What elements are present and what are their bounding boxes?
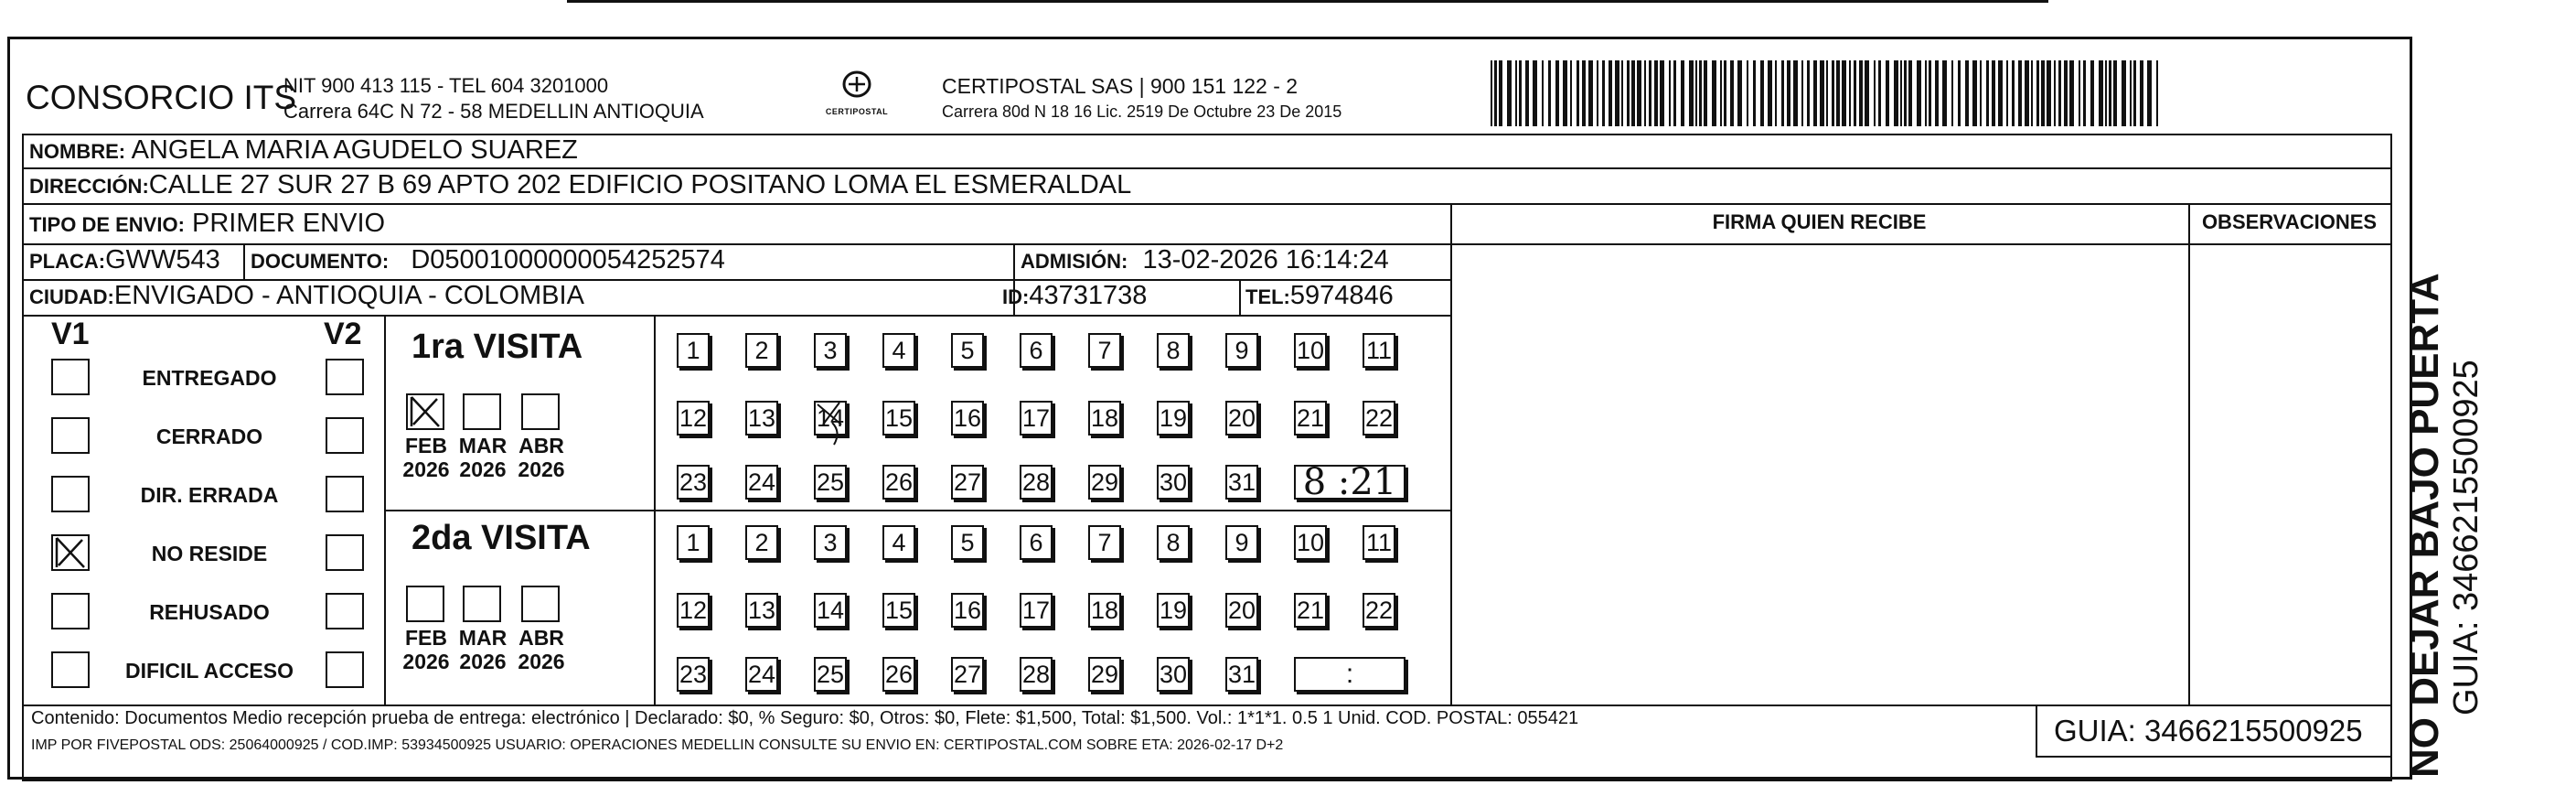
barcode-bar [1781, 60, 1784, 126]
day-box[interactable]: 17 [1020, 593, 1053, 628]
barcode-bar [1807, 60, 1810, 126]
nombre-value: ANGELA MARIA AGUDELO SUAREZ [131, 135, 578, 165]
documento-label: DOCUMENTO: [251, 250, 390, 273]
day-box[interactable]: 30 [1157, 465, 1190, 500]
day-box[interactable]: 2 [745, 525, 778, 560]
barcode-bar [1965, 60, 1969, 126]
day-box[interactable]: 20 [1225, 401, 1258, 436]
barcode-bar [1577, 60, 1579, 126]
id-field [1002, 281, 1147, 311]
day-box[interactable]: 3 [814, 333, 847, 368]
barcode-bar [2090, 60, 2094, 126]
month-year: 2026 [518, 457, 565, 481]
barcode-bar [1699, 60, 1702, 126]
barcode-bar [1615, 60, 1619, 126]
day-box[interactable]: 17 [1020, 401, 1053, 436]
day-box[interactable]: 16 [951, 593, 984, 628]
day-box[interactable]: 31 [1225, 657, 1258, 692]
barcode-bar [1681, 60, 1684, 126]
day-box[interactable]: 5 [951, 525, 984, 560]
v1-checkbox[interactable] [51, 651, 90, 688]
barcode-bar [1582, 60, 1586, 126]
barcode-bar [1660, 60, 1664, 126]
rule [22, 315, 1450, 317]
v2-checkbox[interactable] [326, 651, 364, 688]
day-box[interactable]: 23 [677, 465, 710, 500]
month-label [401, 434, 452, 481]
month-name: FEB [405, 434, 447, 457]
barcode-bar [1737, 60, 1742, 126]
month-checkbox[interactable] [463, 586, 501, 622]
barcode-bar [1712, 60, 1716, 126]
logo-text: CERTIPOSTAL [825, 107, 889, 116]
barcode-bar [1951, 60, 1953, 126]
direccion-label: DIRECCIÓN: [29, 175, 149, 198]
barcode-bar [2133, 60, 2136, 126]
day-box[interactable]: 1 [677, 333, 710, 368]
barcode-bar [2156, 60, 2158, 126]
month-year: 2026 [402, 457, 450, 481]
barcode-bar [1859, 60, 1863, 126]
month-checkbox[interactable] [406, 393, 444, 430]
barcode-bar [1854, 60, 1856, 126]
day-box[interactable]: 10 [1294, 525, 1327, 560]
barcode-bar [1654, 60, 1658, 126]
barcode-bar [1826, 60, 1828, 126]
barcode-bar [1908, 60, 1912, 126]
v2-checkbox[interactable] [326, 593, 364, 629]
barcode-bar [1813, 60, 1817, 126]
documento-value: D05001000000054252574 [411, 245, 725, 274]
day-box[interactable]: 25 [814, 657, 847, 692]
documento-field [251, 245, 725, 275]
tipo-value: PRIMER ENVIO [191, 209, 386, 238]
day-box[interactable]: 5 [951, 333, 984, 368]
month-name: ABR [518, 434, 564, 457]
placa-label: PLACA: [29, 250, 106, 273]
barcode-bar [2113, 60, 2117, 126]
carrier-nit: CERTIPOSTAL SAS | 900 151 122 - 2 [942, 74, 1299, 98]
month-checkbox[interactable] [521, 586, 560, 622]
barcode-bar [1747, 60, 1748, 126]
handwritten-mark-icon [812, 397, 852, 448]
barcode-bar [1563, 60, 1567, 126]
month-name: FEB [405, 626, 447, 650]
v2-label: V2 [324, 317, 362, 351]
company-address: Carrera 64C N 72 - 58 MEDELLIN ANTIOQUIA [283, 100, 704, 123]
day-box[interactable]: 18 [1088, 401, 1121, 436]
direccion-value: CALLE 27 SUR 27 B 69 APTO 202 EDIFICIO POSITANO LOMA EL ESMERALDAL [148, 170, 1132, 199]
status-label: DIFICIL ACCESO [124, 659, 294, 683]
day-box[interactable]: 10 [1294, 333, 1327, 368]
barcode-bar [2047, 60, 2051, 126]
barcode-bar [2105, 60, 2107, 126]
day-box[interactable]: 28 [1020, 465, 1053, 500]
tel-label: TEL: [1245, 285, 1290, 308]
barcode-bar [1842, 60, 1846, 126]
month-label [516, 434, 567, 481]
barcode-bar [2140, 60, 2143, 126]
barcode-bar [1925, 60, 1927, 126]
x-mark-icon [408, 395, 443, 428]
nombre-field [29, 135, 578, 166]
barcode-bar [1958, 60, 1961, 126]
day-box[interactable]: 6 [1020, 525, 1053, 560]
barcode-bar [1760, 60, 1764, 126]
day-box[interactable]: 20 [1225, 593, 1258, 628]
v1-checkbox[interactable] [51, 359, 90, 395]
barcode-bar [1801, 60, 1803, 126]
day-box[interactable]: 26 [882, 657, 915, 692]
barcode-bar [2025, 60, 2029, 126]
x-mark-icon [53, 536, 88, 569]
barcode-bar [1627, 60, 1630, 126]
barcode-bar [2018, 60, 2022, 126]
barcode-bar [1886, 60, 1889, 126]
day-box[interactable]: 9 [1225, 333, 1258, 368]
month-checkbox[interactable] [521, 393, 560, 430]
day-box[interactable]: 3 [814, 525, 847, 560]
barcode-bar [2036, 60, 2039, 126]
barcode-bar [1673, 60, 1676, 126]
barcode-bar [1704, 60, 1707, 126]
barcode-bar [1588, 60, 1593, 126]
tel-field [1245, 281, 1394, 311]
v1-label: V1 [51, 317, 90, 351]
barcode-bar [2012, 60, 2015, 126]
barcode-bar [2069, 60, 2074, 126]
month-label [401, 626, 452, 673]
barcode-bar [1787, 60, 1790, 126]
day-box[interactable]: 4 [882, 525, 915, 560]
rule [22, 167, 2392, 169]
rule [243, 243, 245, 279]
logo-icon [839, 70, 875, 102]
day-box[interactable]: 6 [1020, 333, 1053, 368]
day-box[interactable]: 7 [1088, 525, 1121, 560]
day-box[interactable]: 24 [745, 465, 778, 500]
barcode-bar [1542, 60, 1544, 126]
v1-checkbox[interactable] [51, 476, 90, 512]
barcode-bar [1768, 60, 1772, 126]
barcode-bar [1720, 60, 1722, 126]
barcode-bar [1820, 60, 1824, 126]
barcode-bar [1499, 60, 1502, 126]
barcode-bar [2058, 60, 2061, 126]
barcode-bar [1597, 60, 1598, 126]
day-box[interactable]: 19 [1157, 401, 1190, 436]
day-box[interactable]: 11 [1363, 525, 1395, 560]
day-box[interactable]: 29 [1088, 657, 1121, 692]
month-checkbox[interactable] [406, 586, 444, 622]
barcode-bar [2054, 60, 2056, 126]
month-year: 2026 [402, 650, 450, 673]
day-box[interactable]: 2 [745, 333, 778, 368]
month-checkbox[interactable] [463, 393, 501, 430]
month-year: 2026 [459, 650, 507, 673]
observaciones-label: OBSERVACIONES [2201, 210, 2378, 233]
side-notice [2403, 273, 2485, 778]
day-box[interactable]: 26 [882, 465, 915, 500]
placa-value: GWW543 [105, 245, 220, 274]
rule [384, 510, 1450, 511]
carrier-license: Carrera 80d N 18 16 Lic. 2519 De Octubre 23 De 2015 [942, 102, 1342, 121]
footer-guia: GUIA: 3466215500925 [2054, 714, 2363, 748]
status-label: CERRADO [155, 425, 263, 448]
month-label [457, 626, 508, 673]
visit-time-box[interactable]: 8 :21 [1294, 465, 1406, 500]
v1-checkbox[interactable] [51, 417, 90, 454]
barcode-bar [2130, 60, 2132, 126]
day-box[interactable]: 25 [814, 465, 847, 500]
barcode-bar [1986, 60, 1989, 126]
v2-checkbox[interactable] [326, 534, 364, 571]
barcode-bar [1929, 60, 1931, 126]
admision-field [1021, 245, 1389, 275]
barcode-bar [1900, 60, 1902, 126]
day-box[interactable]: 13 [745, 401, 778, 436]
barcode-bar [1689, 60, 1694, 126]
barcode-bar [1548, 60, 1551, 126]
barcode-bar [1904, 60, 1907, 126]
barcode-bar [1980, 60, 1982, 126]
day-box[interactable]: 11 [1363, 333, 1395, 368]
barcode-bar [2109, 60, 2111, 126]
day-box[interactable]: 16 [951, 401, 984, 436]
barcode-bar [2079, 60, 2080, 126]
day-box[interactable]: 12 [677, 401, 710, 436]
barcode-bar [1730, 60, 1734, 126]
barcode-bar [1631, 60, 1635, 126]
status-label: ENTREGADO [142, 366, 277, 390]
side-notice-text: NO DEJAR BAJO PUERTA [2402, 273, 2447, 778]
day-box[interactable]: 22 [1363, 401, 1395, 436]
nombre-label: NOMBRE: [29, 140, 126, 163]
day-box[interactable]: 15 [882, 401, 915, 436]
id-value: 43731738 [1029, 281, 1148, 310]
visit-time-box[interactable]: : [1294, 657, 1406, 692]
barcode-bar [1992, 60, 1995, 126]
day-box[interactable]: 1 [677, 525, 710, 560]
barcode-bar [1555, 60, 1559, 126]
barcode-bar [1533, 60, 1537, 126]
day-box[interactable]: 14 [814, 401, 847, 436]
rule [2036, 705, 2037, 758]
barcode-bar [2041, 60, 2045, 126]
rule [1450, 243, 2392, 245]
month-year: 2026 [518, 650, 565, 673]
tipo-label: TIPO DE ENVIO: [29, 213, 185, 236]
day-box[interactable]: 27 [951, 465, 984, 500]
barcode-bar [1609, 60, 1612, 126]
rule [2188, 203, 2190, 705]
day-box[interactable]: 9 [1225, 525, 1258, 560]
day-box[interactable]: 30 [1157, 657, 1190, 692]
barcode-bar [1753, 60, 1756, 126]
status-label: NO RESIDE [151, 542, 268, 565]
company-name: CONSORCIO ITS [26, 79, 297, 116]
barcode-bar [1849, 60, 1851, 126]
v2-checkbox[interactable] [326, 417, 364, 454]
company-info [283, 73, 704, 124]
barcode-bar [1972, 60, 1977, 126]
barcode-bar [1621, 60, 1623, 126]
barcode-bar [1793, 60, 1798, 126]
status-label: DIR. ERRADA [140, 483, 279, 507]
ciudad-label: CIUDAD: [29, 285, 114, 308]
barcode-bar [2147, 60, 2152, 126]
day-box[interactable]: 4 [882, 333, 915, 368]
barcode-bar [2083, 60, 2086, 126]
barcode-bar [1507, 60, 1512, 126]
barcode-bar [1570, 60, 1572, 126]
barcode-bar [1724, 60, 1726, 126]
v2-checkbox[interactable] [326, 476, 364, 512]
direccion-field [29, 170, 1131, 200]
day-box[interactable]: 29 [1088, 465, 1121, 500]
scan-edge [567, 0, 2048, 3]
month-year: 2026 [459, 457, 507, 481]
day-box[interactable]: 27 [951, 657, 984, 692]
barcode-bar [2064, 60, 2068, 126]
admision-label: ADMISIÓN: [1021, 250, 1128, 273]
day-box[interactable]: 14 [814, 593, 847, 628]
barcode-bar [1775, 60, 1777, 126]
day-box[interactable]: 18 [1088, 593, 1121, 628]
day-box[interactable]: 8 [1157, 333, 1190, 368]
barcode-bar [1519, 60, 1522, 126]
day-box[interactable]: 23 [677, 657, 710, 692]
barcode-bar [1998, 60, 2003, 126]
barcode-bar [1894, 60, 1898, 126]
barcode-bar [1649, 60, 1651, 126]
day-box[interactable]: 31 [1225, 465, 1258, 500]
status-label: REHUSADO [149, 600, 270, 624]
barcode-bar [1644, 60, 1646, 126]
v2-checkbox[interactable] [326, 359, 364, 395]
day-box[interactable]: 24 [745, 657, 778, 692]
barcode-bar [1669, 60, 1671, 126]
second-visit-title: 2da VISITA [412, 519, 591, 557]
barcode-bar [1917, 60, 1921, 126]
footer-imp: IMP POR FIVEPOSTAL ODS: 25064000925 / COD.IMP: 53934500925 USUARIO: OPERACIONES MEDELLIN CONSULTE SU ENVIO EN: CERTIPOSTAL.COM SOBRE ETA: 2026-02-17 D+2 [31, 737, 1284, 753]
id-label: ID: [1002, 285, 1030, 308]
barcode-bar [1695, 60, 1697, 126]
side-guia: GUIA: 3466215500925 [2447, 360, 2485, 715]
barcode-bar [1878, 60, 1881, 126]
v1-checkbox[interactable] [51, 593, 90, 629]
barcode-bar [1836, 60, 1840, 126]
ciudad-value: ENVIGADO - ANTIOQUIA - COLOMBIA [113, 281, 584, 310]
v1-checkbox[interactable] [51, 534, 90, 571]
ciudad-field [29, 281, 584, 311]
tipo-field [29, 209, 385, 239]
rule [1239, 279, 1241, 315]
month-label [457, 434, 508, 481]
day-box[interactable]: 12 [677, 593, 710, 628]
firma-label: FIRMA QUIEN RECIBE [1712, 210, 1927, 233]
barcode [1491, 60, 2167, 126]
day-box[interactable]: 22 [1363, 593, 1395, 628]
barcode-bar [2122, 60, 2126, 126]
barcode-bar [2099, 60, 2103, 126]
month-name: MAR [458, 626, 508, 650]
barcode-bar [2031, 60, 2033, 126]
admision-value: 13-02-2026 16:14:24 [1142, 245, 1389, 274]
barcode-bar [1637, 60, 1641, 126]
footer-contenido: Contenido: Documentos Medio recepción prueba de entrega: electrónico | Declarado: $0, % Seguro: $0, Otros: $0, Flete: $1,500, Total: $1,500. Vol.: 1*1*1. 0.5 1 Unid. COD. POSTAL: 055421 [31, 708, 1579, 728]
barcode-bar [1602, 60, 1605, 126]
day-box[interactable]: 8 [1157, 525, 1190, 560]
barcode-bar [2006, 60, 2008, 126]
day-box[interactable]: 21 [1294, 593, 1327, 628]
rule [2390, 134, 2392, 781]
tel-value: 5974846 [1289, 281, 1394, 310]
day-box[interactable]: 15 [882, 593, 915, 628]
day-box[interactable]: 21 [1294, 401, 1327, 436]
company-nit: NIT 900 413 115 - TEL 604 3201000 [283, 74, 609, 97]
month-name: MAR [458, 434, 508, 457]
rule [1450, 203, 1452, 705]
barcode-bar [1874, 60, 1876, 126]
first-visit-title: 1ra VISITA [412, 328, 583, 366]
month-label [516, 626, 567, 673]
rule [22, 203, 2392, 205]
barcode-bar [1942, 60, 1947, 126]
month-name: ABR [518, 626, 564, 650]
day-box[interactable]: 13 [745, 593, 778, 628]
barcode-bar [1494, 60, 1497, 126]
day-box[interactable]: 19 [1157, 593, 1190, 628]
barcode-bar [1935, 60, 1939, 126]
rule [2036, 756, 2392, 758]
barcode-bar [1832, 60, 1834, 126]
certipostal-logo [823, 70, 891, 116]
day-box[interactable]: 7 [1088, 333, 1121, 368]
barcode-bar [1491, 60, 1492, 126]
day-box[interactable]: 28 [1020, 657, 1053, 692]
placa-field [29, 245, 220, 275]
barcode-bar [1515, 60, 1517, 126]
carrier-info [942, 73, 1341, 124]
barcode-bar [1865, 60, 1869, 126]
barcode-bar [1525, 60, 1529, 126]
